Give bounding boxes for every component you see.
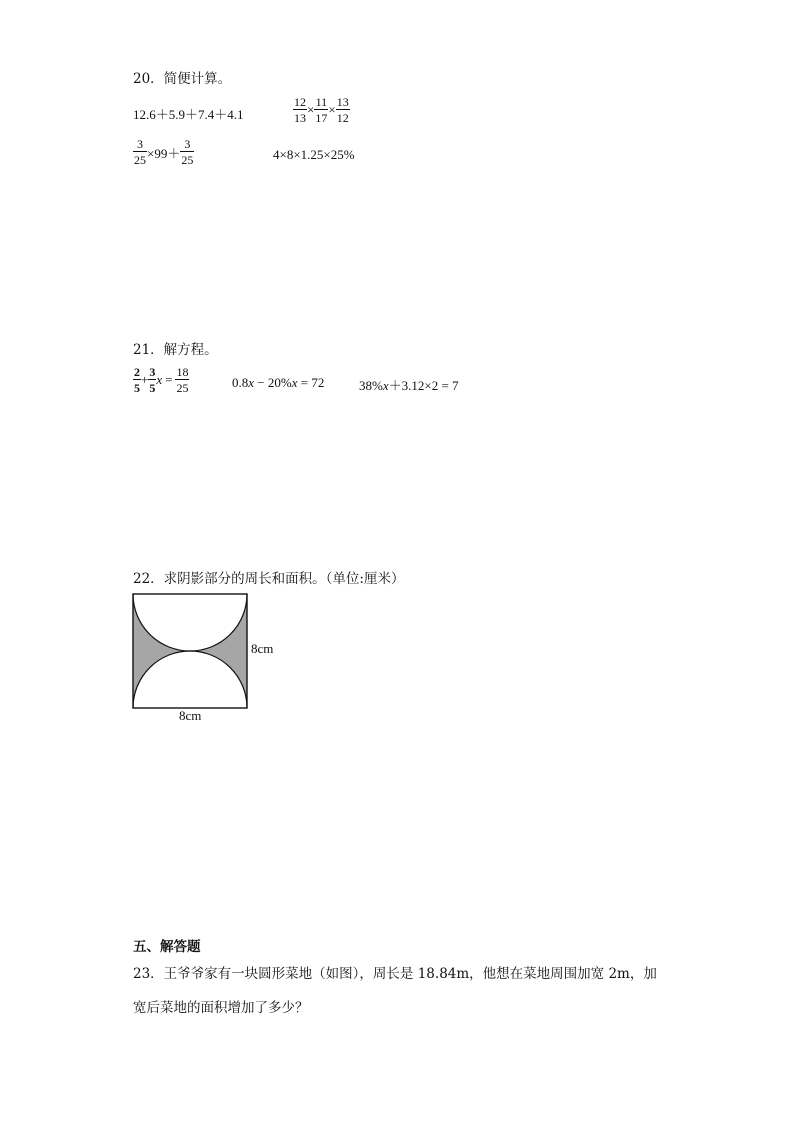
q20-title: 20．简便计算。 <box>133 71 232 87</box>
fraction: $\frac{18}{25}$ <box>176 365 189 395</box>
variable: x <box>291 375 298 390</box>
variable: x <box>156 372 163 387</box>
operator: = <box>165 372 173 387</box>
operator: × <box>307 102 315 117</box>
fraction: $\frac{11}{17}$ <box>315 95 328 125</box>
fraction: $\frac{2}{5}$ <box>134 365 140 395</box>
term: = 72 <box>297 375 325 390</box>
fraction: $\frac{13}{12}$ <box>336 95 349 125</box>
q20-expr-3 <box>133 138 194 166</box>
fraction: $\frac{12}{13}$ <box>294 95 306 125</box>
term: ＋3.12×2 = 7 <box>388 378 459 393</box>
operator: ×99＋ <box>147 145 181 161</box>
variable: x <box>248 375 255 390</box>
operator: + <box>141 372 149 387</box>
q23-text-line-1: 23．王爷爷家有一块圆形菜地（如图），周长是 18.84m，他想在菜地周围加宽 2m，加 <box>133 966 657 982</box>
fraction: $\frac{3}{25}$ <box>181 137 194 167</box>
term: 0.8 <box>232 375 249 390</box>
q23-text-line-2: 宽后菜地的面积增加了多少？ <box>133 1000 309 1016</box>
shaded-region-figure <box>130 591 252 711</box>
q21-equation-3 <box>359 375 459 394</box>
fraction: $\frac{3}{5}$ <box>149 365 156 395</box>
fraction: $\frac{3}{25}$ <box>134 137 146 167</box>
q21-title: 21．解方程。 <box>133 342 218 358</box>
q20-expr-2 <box>293 96 350 124</box>
section-heading: 五、解答题 <box>133 939 201 955</box>
side-length-label: 8cm <box>251 641 274 656</box>
bottom-length-label: 8cm <box>179 708 202 723</box>
operator: × <box>328 102 336 117</box>
q20-expr-4: 4×8×1.25×25% <box>273 147 355 162</box>
q22-title: 22．求阴影部分的周长和面积。（单位:厘米） <box>133 571 405 587</box>
q21-equation-1 <box>133 366 189 394</box>
q21-equation-2 <box>232 375 324 391</box>
variable: x <box>382 378 389 393</box>
term: − 20% <box>254 375 292 390</box>
q20-expr-1: 12.6＋5.9＋7.4＋4.1 <box>133 107 244 122</box>
term: 38% <box>359 378 383 393</box>
